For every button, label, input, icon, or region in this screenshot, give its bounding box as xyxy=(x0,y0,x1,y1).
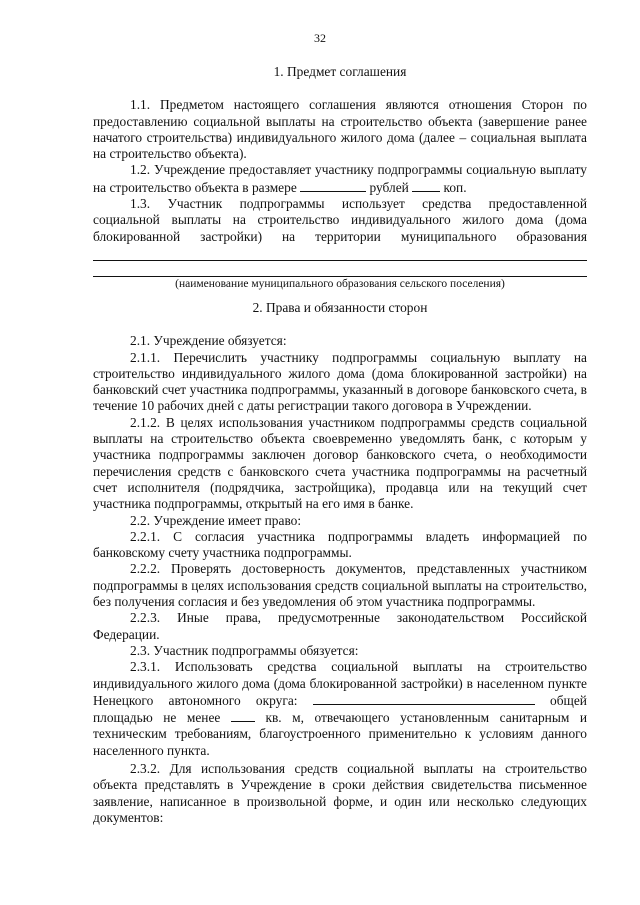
paragraph-2-3-1 xyxy=(93,659,587,759)
paragraph-2-2-3: 2.2.3. Иные права, предусмотренные законодательством Российской Федерации. xyxy=(93,610,587,642)
paragraph-2-2-2: 2.2.2. Проверять достоверность документов, представленных участником подпрограммы в целях использования средств социальной выплаты на строительство, без получения согласия и без уведомления об этом участника подпрограммы. xyxy=(93,561,587,610)
kopecks-label: коп. xyxy=(443,179,467,195)
paragraph-2-1-2: 2.1.2. В целях использования участником подпрограммы средств социальной выплаты на строительство объекта своевременно уведомлять банк, с которым у участника подпрограммы заключен договор банковского счета, о необходимости перечисления средств с банковского счета участника подпрограммы на расчетный счет исполнителя (подрядчика, застройщика), продавца или на текущий счет участника подпрограммы, открытый на его имя в банке. xyxy=(93,414,587,512)
page-number: 32 xyxy=(314,31,326,45)
paragraph-2-2: 2.2. Учреждение имеет право: xyxy=(130,512,302,528)
paragraph-2-3: 2.3. Участник подпрограммы обязуется: xyxy=(130,642,359,658)
paragraph-2-1-1: 2.1.1. Перечислить участнику подпрограммы социальную выплату на строительство индивидуального жилого дома (дома блокированной застройки) на банковский счет участника подпрограммы, указанный в договоре банковского счета, в течение 10 рабочих дней с даты регистрации такого договора в Учреждении. xyxy=(93,349,587,414)
paragraph-2-1: 2.1. Учреждение обязуется: xyxy=(130,333,287,349)
section-1 xyxy=(93,64,587,291)
section-2 xyxy=(93,300,587,826)
municipality-caption: (наименование муниципального образования сельского поселения) xyxy=(175,277,505,290)
rubles-label: рублей xyxy=(369,179,409,195)
paragraph-1-3: 1.3. Участник подпрограммы использует средства предоставленной социальной выплаты на строительство индивидуального жилого дома (дома блокированной застройки) на территории муниципального образования xyxy=(93,196,587,244)
section-2-title: 2. Права и обязанности сторон xyxy=(252,300,428,315)
paragraph-2-3-1-text: 2.3.1. Использовать средства социальной выплаты на строительство индивидуального жилого дома (дома блокированной застройки) в населенном пункте Ненецкого автономного округа: xyxy=(93,659,587,708)
paragraph-1-2-text: 1.2. Учреждение предоставляет участнику подпрограммы социальную выплату на строительство объекта в размере xyxy=(93,162,587,195)
section-1-title: 1. Предмет соглашения xyxy=(273,64,407,79)
area-requirements-text: кв. м, отвечающего установленным санитарным и техническим требованиям, благоустроенного применительно к условиям данного населенного пункта. xyxy=(93,710,588,758)
paragraph-2-2-1: 2.2.1. С согласия участника подпрограммы владеть информацией по банковскому счету участника подпрограммы. xyxy=(93,528,587,561)
amount-rubles-blank xyxy=(300,179,366,192)
settlement-blank xyxy=(313,692,535,705)
area-blank xyxy=(231,709,255,722)
area-label: общей площадью не менее xyxy=(93,692,587,726)
paragraph-1-2 xyxy=(93,162,587,196)
paragraph-2-3-2: 2.3.2. Для использования средств социальной выплаты на строительство объекта представлять в Учреждение в сроки действия свидетельства письменное заявление, написанное в произвольной форме, и один или несколько следующих документов: xyxy=(93,761,587,825)
amount-kopecks-blank xyxy=(412,179,440,192)
paragraph-1-1: 1.1. Предметом настоящего соглашения являются отношения Сторон по предоставлению социальной выплаты на строительство объекта (завершение ранее начатого строительства) индивидуального жилого дома (далее – социальная выплата на строительство объекта). xyxy=(93,97,587,162)
